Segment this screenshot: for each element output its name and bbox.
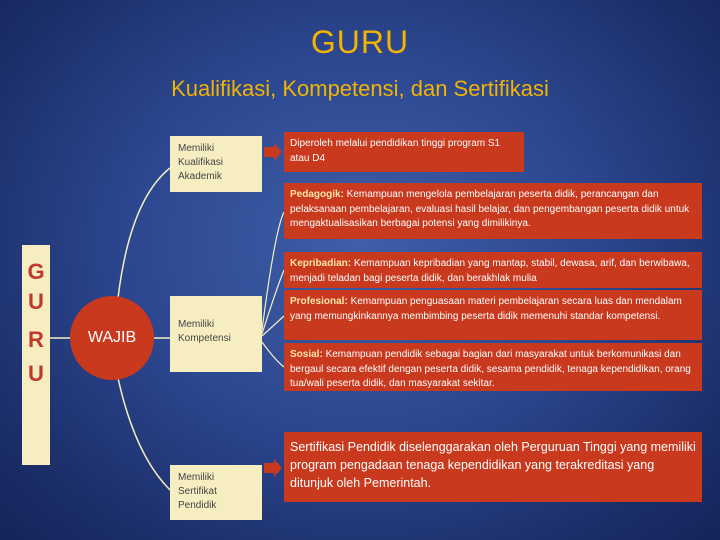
arrow-kualifikasi-icon <box>264 143 282 161</box>
connector-wajib-kualifikasi <box>118 168 170 298</box>
detail-profesional <box>284 290 702 340</box>
sosial-label: Sosial: <box>290 349 323 360</box>
kepribadian-label: Kepribadian: <box>290 258 352 269</box>
detail-pedagogik <box>284 183 702 239</box>
guru-letter-r: R <box>28 327 44 352</box>
pedagogik-label: Pedagogik: <box>290 189 344 200</box>
guru-letter-u2: U <box>28 361 44 386</box>
sosial-text: Kemampuan pendidik sebagai bagian dari masyarakat untuk berkomunikasi dan bergaul secara efektif dengan peserta didik, sesama pendidik, tenaga kependidikan, orang tua/wali peserta didik, dan masyarakat sekitar. <box>290 349 691 389</box>
profesional-label: Profesional: <box>290 296 348 307</box>
branch-kualifikasi: Memiliki Kualifikasi Akademik <box>170 136 262 192</box>
detail-sertifikasi: Sertifikasi Pendidik diselenggarakan oleh Perguruan Tinggi yang memiliki program pengadaan tenaga kependidikan yang terakreditasi yang ditunjuk oleh Pemerintah. <box>284 432 702 502</box>
connector-kompetensi-sosial <box>262 342 284 367</box>
guru-vertical-bar <box>22 245 50 465</box>
guru-letter-g: G <box>27 259 45 284</box>
guru-letter-u: U <box>28 289 44 314</box>
branch-sertifikat: Memiliki Sertifikat Pendidik <box>170 465 262 520</box>
detail-pendidikan: Diperoleh melalui pendidikan tinggi program S1 atau D4 <box>284 132 524 172</box>
wajib-label: WAJIB <box>87 329 137 346</box>
connector-wajib-sertifikat <box>118 378 170 490</box>
branch-kompetensi: Memiliki Kompetensi <box>170 296 262 372</box>
connector-kompetensi-profesional <box>262 316 284 336</box>
kepribadian-text: Kemampuan kepribadian yang mantap, stabil, dewasa, arif, dan berwibawa, menjadi teladan bagi peserta didik, dan berakhlak mulia <box>290 258 690 284</box>
detail-sosial <box>284 343 702 391</box>
profesional-text: Kemampuan penguasaan materi pembelajaran secara luas dan mendalam yang memungkinkannya membimbing peserta didik memenuhi standar kompetensi. <box>290 296 682 322</box>
page-subtitle: Kualifikasi, Kompetensi, dan Sertifikasi <box>171 76 549 101</box>
page-title: GURU <box>310 24 410 60</box>
pedagogik-text: Kemampuan mengelola pembelajaran peserta didik, perancangan dan pelaksanaan pembelajaran, evaluasi hasil belajar, dan pengembangan peserta didik untuk mengaktualisasikan berbagai potensi yang dimilikinya. <box>290 189 690 229</box>
detail-kepribadian <box>284 252 702 288</box>
wajib-circle <box>70 296 154 380</box>
arrow-sertifikat-icon <box>264 459 282 477</box>
connector-kompetensi-pedagogik <box>262 212 284 330</box>
